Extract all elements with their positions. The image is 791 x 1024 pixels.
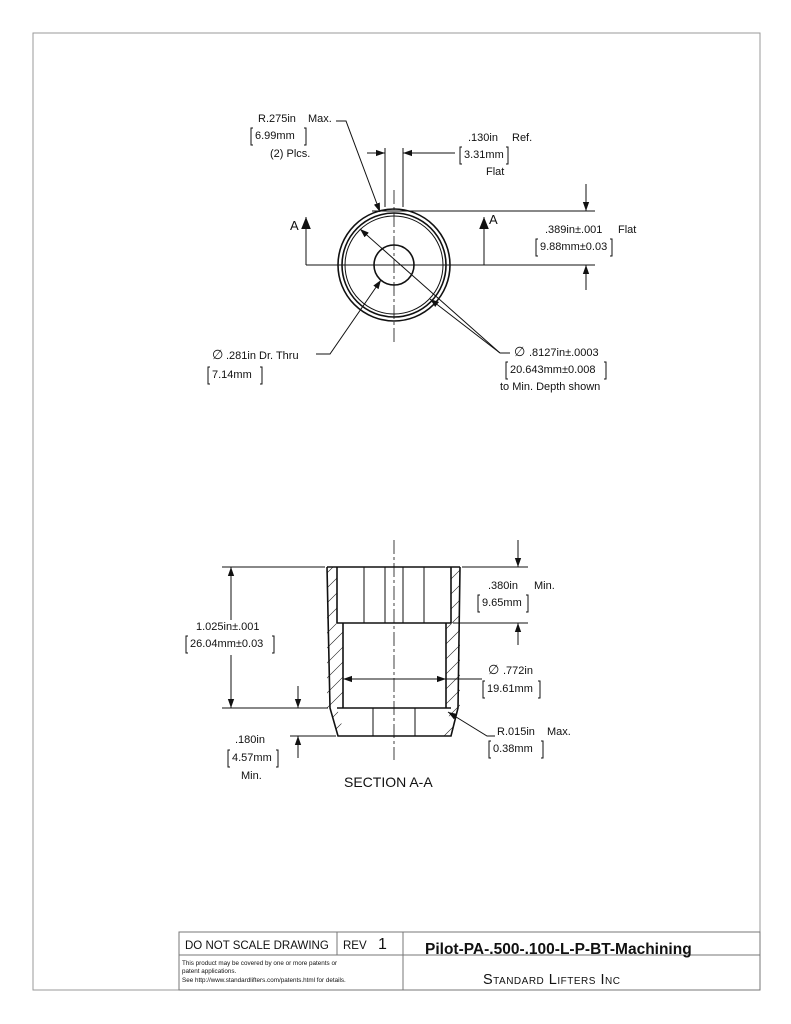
radius-count: (2) Plcs.: [270, 148, 311, 160]
counterbore-metric: 19.61mm: [487, 683, 533, 695]
section-view: [186, 540, 571, 790]
flat-depth-note: Flat: [618, 224, 637, 236]
patent-line-1: This product may be covered by one or more patents or: [182, 960, 338, 967]
height-imperial: 1.025in±.001: [196, 621, 260, 633]
radius-imperial: R.275in: [258, 113, 296, 125]
flat-width-note: Flat: [486, 166, 505, 178]
fillet-imperial: R.015in: [497, 726, 535, 738]
patent-line-3: See http://www.standardlifters.com/patents.html for details.: [182, 977, 346, 984]
floor-imperial: .180in: [235, 734, 265, 746]
bore-leader: [360, 229, 500, 353]
section-letter-right: A: [489, 212, 498, 227]
flat-len-qualifier: Min.: [534, 580, 555, 592]
floor-metric: 4.57mm: [232, 752, 272, 764]
radius-qualifier: Max.: [308, 113, 332, 125]
fillet-qualifier: Max.: [547, 726, 571, 738]
hole-imperial: .281in Dr. Thru: [226, 350, 299, 362]
part-name: Pilot-PA-.500-.100-L-P-BT-Machining: [425, 941, 692, 958]
counterbore-imperial: .772in: [503, 665, 533, 677]
flat-depth-imperial: .389in±.001: [545, 224, 603, 236]
bore-leader-arrow2: [430, 299, 500, 353]
fillet-leader: [448, 712, 495, 736]
flat-len-imperial: .380in: [488, 580, 518, 592]
rev-label: REV: [343, 940, 367, 952]
sheet-border: [33, 33, 760, 990]
bore-symbol: ∅: [514, 344, 526, 359]
hole-symbol: ∅: [212, 347, 224, 362]
flat-width-metric: 3.31mm: [464, 149, 504, 161]
title-block: [179, 932, 760, 990]
hole-metric: 7.14mm: [212, 369, 252, 381]
height-metric: 26.04mm±0.03: [190, 638, 264, 650]
flat-width-imperial: .130in: [468, 132, 498, 144]
rev-value: 1: [378, 936, 387, 953]
flat-depth-metric: 9.88mm±0.03: [540, 241, 608, 253]
bore-metric: 20.643mm±0.008: [510, 364, 596, 376]
flat-width-qualifier: Ref.: [512, 132, 533, 144]
flat-len-metric: 9.65mm: [482, 597, 522, 609]
bore-imperial: .8127in±.0003: [529, 347, 599, 359]
bore-note: to Min. Depth shown: [500, 381, 601, 393]
do-not-scale-label: DO NOT SCALE DRAWING: [185, 940, 329, 952]
outer-profile: [327, 567, 460, 736]
top-view: [208, 113, 636, 393]
floor-qualifier: Min.: [241, 770, 262, 782]
patent-line-2: patent applications.: [182, 968, 237, 975]
radius-leader: [336, 121, 380, 212]
section-caption: SECTION A-A: [344, 774, 433, 790]
radius-metric: 6.99mm: [255, 130, 295, 142]
left-wall-hatch: [300, 540, 360, 765]
section-letter-left: A: [290, 218, 299, 233]
fillet-metric: 0.38mm: [493, 743, 533, 755]
counterbore-symbol: ∅: [488, 662, 500, 677]
company-name: Standard Lifters Inc: [483, 972, 621, 988]
